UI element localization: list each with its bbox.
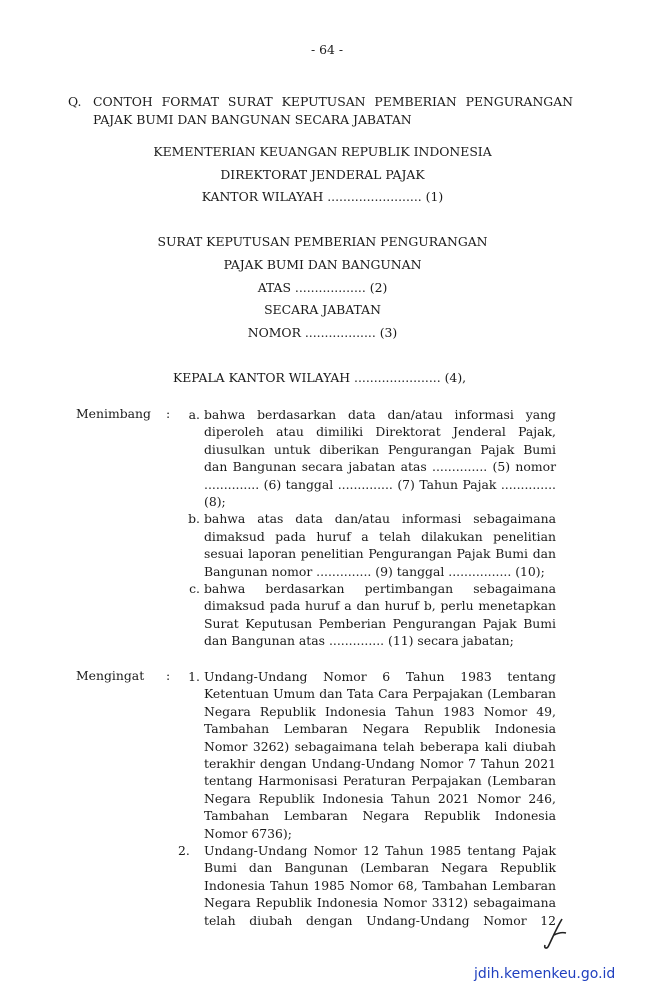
title-line: ATAS .................. (2) (257, 280, 388, 295)
colon: : (166, 406, 171, 421)
title-line: SURAT KEPUTUSAN PEMBERIAN PENGURANGAN (157, 234, 488, 249)
watermark-link[interactable]: jdih.kemenkeu.go.id (474, 966, 616, 982)
title-line: SECARA JABATAN (264, 302, 381, 317)
item-text: Undang-Undang Nomor 12 Tahun 1985 tentang Pajak Bumi dan Bangunan (Lembaran Negara Republik Indonesia Tahun 1985 Nomor 68, Tambahan Lembaran Negara Republik Indonesia Nomor 3312) sebagaimana telah diubah dengan Undang-Undang Nomor 12 (204, 843, 556, 928)
item-marker: a. (188, 407, 200, 422)
regional-office: KANTOR WILAYAH ........................ (1) (201, 189, 444, 204)
item-text: bahwa berdasarkan data dan/atau informasi yang diperoleh atau dimiliki Direktorat Jenderal Pajak, diusulkan untuk diberikan Pengurangan Pajak Bumi dan Bangunan secara jabatan atas .............. (5) nomor .............. (6) tanggal .............. (7) Tahun Pajak .............. (8); (204, 407, 556, 510)
item-marker: c. (189, 581, 200, 597)
heading-line-1: CONTOH FORMAT SURAT KEPUTUSAN PEMBERIAN PENGURANGAN (93, 94, 573, 109)
directorate-name: DIREKTORAT JENDERAL PAJAK (220, 167, 425, 182)
mengingat-label: Mengingat (76, 668, 145, 683)
consideration-item (178, 510, 556, 580)
consideration-item (178, 406, 556, 510)
legal-basis-item (178, 842, 556, 929)
legal-basis-item (178, 668, 556, 842)
item-marker: b. (188, 511, 200, 527)
page-number: - 64 - (310, 42, 344, 57)
initial-signature-icon (540, 915, 570, 951)
consideration-item (178, 580, 556, 650)
official-title: KEPALA KANTOR WILAYAH ...................... (4), (173, 370, 467, 385)
item-marker: 2. (178, 843, 190, 859)
item-text: bahwa atas data dan/atau informasi sebagaimana dimaksud pada huruf a telah dilakukan penelitian sesuai laporan penelitian Pengurangan Pajak Bumi dan Bangunan nomor .............. (9) tanggal ................ (10); (204, 511, 556, 579)
heading-marker: Q. (68, 94, 82, 109)
title-line: NOMOR .................. (3) (247, 325, 398, 340)
ministry-name: KEMENTERIAN KEUANGAN REPUBLIK INDONESIA (153, 144, 492, 159)
colon: : (166, 668, 171, 683)
menimbang-label: Menimbang (76, 406, 151, 421)
title-line: PAJAK BUMI DAN BANGUNAN (223, 257, 422, 272)
heading-line-2: PAJAK BUMI DAN BANGUNAN SECARA JABATAN (93, 112, 412, 127)
item-text: bahwa berdasarkan pertimbangan sebagaimana dimaksud pada huruf a dan huruf b, perlu menetapkan Surat Keputusan Pemberian Pengurangan Pajak Bumi dan Bangunan atas .............. (11) secara jabatan; (204, 581, 556, 649)
item-text: Undang-Undang Nomor 6 Tahun 1983 tentang Ketentuan Umum dan Tata Cara Perpajakan (Lembaran Negara Republik Indonesia Tahun 1983 Nomor 49, Tambahan Lembaran Negara Republik Indonesia Nomor 3262) sebagaimana telah beberapa kali diubah terakhir dengan Undang-Undang Nomor 7 Tahun 2021 tentang Harmonisasi Peraturan Perpajakan (Lembaran Negara Republik Indonesia Tahun 2021 Nomor 246, Tambahan Lembaran Negara Republik Indonesia Nomor 6736); (204, 669, 556, 841)
item-marker: 1. (188, 669, 200, 684)
